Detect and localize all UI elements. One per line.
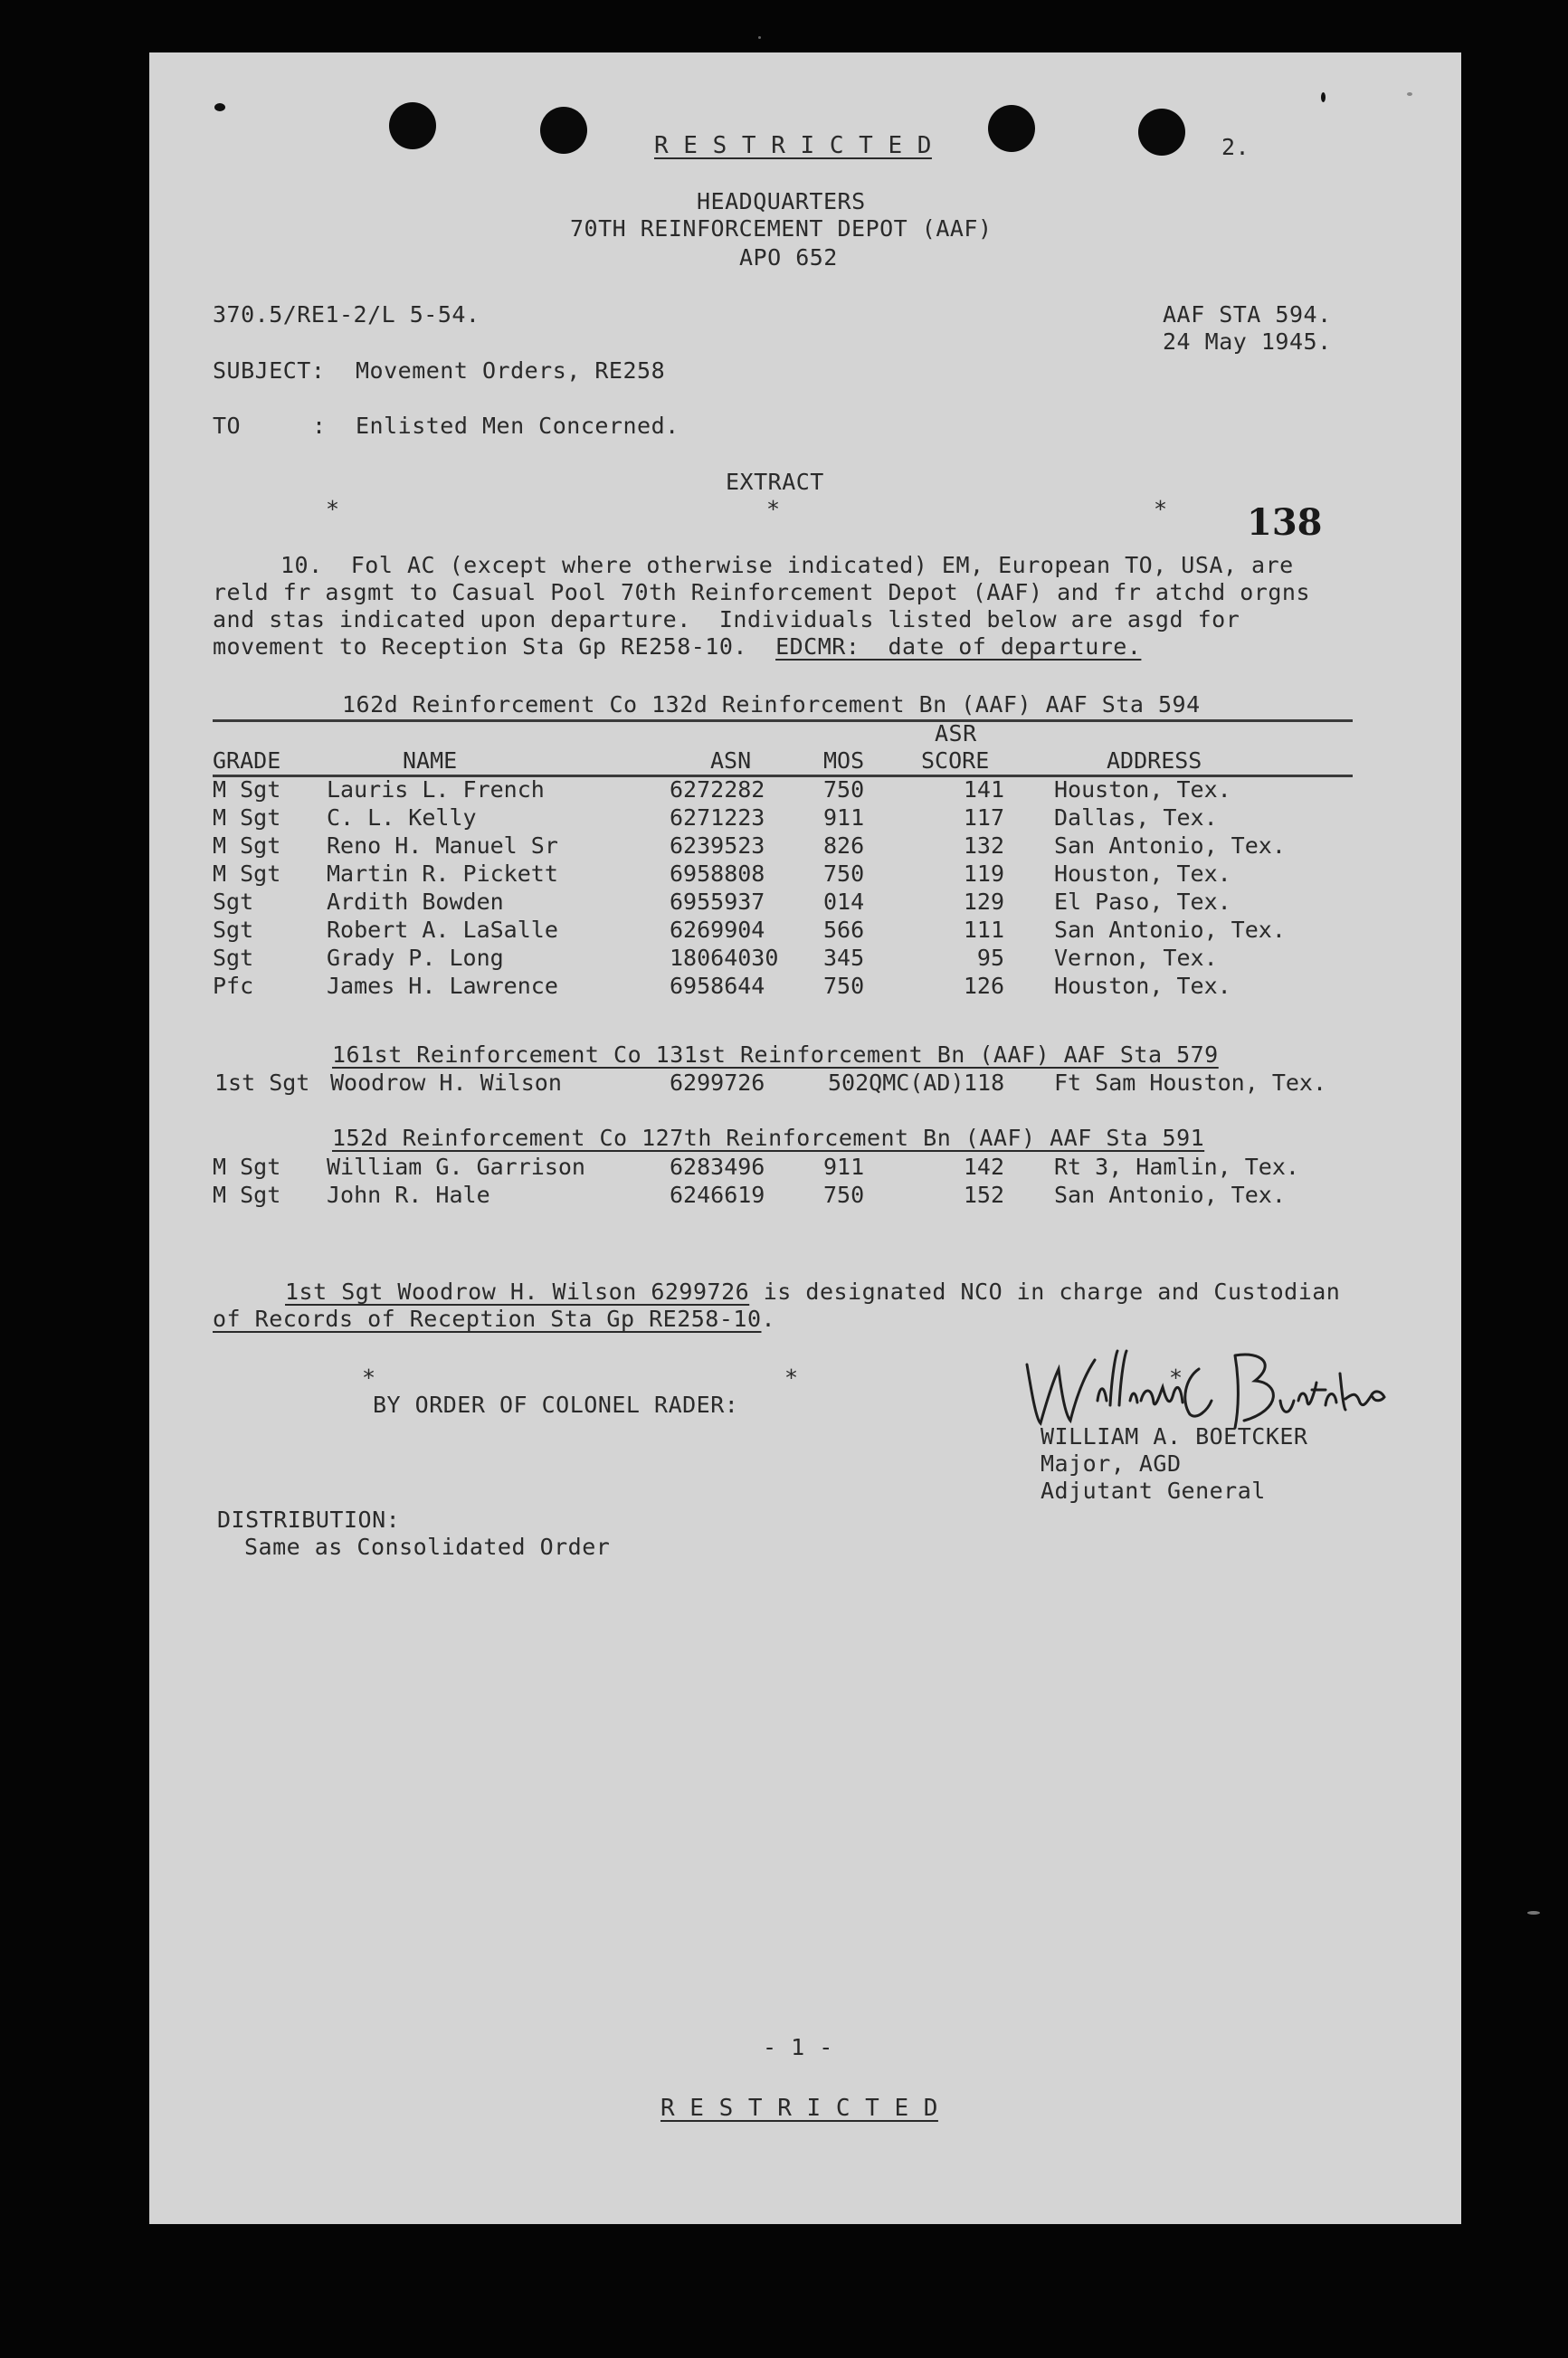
address-cell: Houston, Tex. [1054,860,1231,887]
asr-header: ASR [935,720,977,746]
stamp-number: 138 [1247,501,1323,544]
asn-header: ASN [710,747,752,774]
address-cell: Ft Sam Houston, Tex. [1054,1070,1327,1096]
name-cell: Ardith Bowden [327,889,504,915]
table-row [149,945,1461,972]
table-row [149,860,1461,888]
name-cell: Martin R. Pickett [327,860,558,887]
order-date: 24 May 1945. [1163,328,1332,355]
address-cell: San Antonio, Tex. [1054,917,1286,943]
designation-period: . [761,1306,776,1332]
address-cell: Rt 3, Hamlin, Tex. [1054,1154,1299,1180]
paragraph-text: movement to Reception Sta Gp RE258-10. [213,633,776,660]
to-text: Enlisted Men Concerned. [356,413,679,439]
punch-hole [389,102,436,149]
distribution-text: Same as Consolidated Order [244,1534,611,1560]
mos-cell: 014 [823,889,865,915]
subject-label: SUBJECT: [213,357,326,384]
table-row [149,1154,1461,1181]
grade-cell: M Sgt [213,860,281,887]
mos-header: MOS [823,747,865,774]
name-header: NAME [403,747,458,774]
designation-name: 1st Sgt Woodrow H. Wilson 6299726 [285,1279,750,1305]
by-order-line: BY ORDER OF COLONEL RADER: [373,1392,739,1418]
grade-cell: Sgt [213,917,254,943]
address-cell: San Antonio, Tex. [1054,1182,1286,1208]
film-speck [1407,92,1412,96]
table-row [149,973,1461,1000]
table-top-rule [213,719,1353,722]
table-row [149,1182,1461,1209]
asn-cell: 6958644 [670,973,765,999]
name-cell: Lauris L. French [327,776,545,803]
mos-cell: 826 [823,832,865,859]
score-cell: 111 [963,917,1004,943]
table-header-row [149,747,1461,775]
address-header: ADDRESS [1107,747,1202,774]
designation-line [213,1306,775,1333]
group-title: 162d Reinforcement Co 132d Reinforcement Bn (AAF) AAF Sta 594 [342,691,1201,718]
page-number: 2. [1221,134,1250,160]
asn-cell: 6272282 [670,776,765,803]
name-cell: Grady P. Long [327,945,504,971]
grade-header: GRADE [213,747,281,774]
name-cell: C. L. Kelly [327,804,477,831]
classification-bottom: R E S T R I C T E D [660,2095,938,2122]
designation-records: of Records of Reception Sta Gp RE258-10 [213,1306,762,1332]
name-cell: Reno H. Manuel Sr [327,832,558,859]
paragraph-line: 10. Fol AC (except where otherwise indicated) EM, European TO, USA, are [280,552,1294,578]
name-cell: Robert A. LaSalle [327,917,558,943]
film-speck [1527,1911,1540,1915]
grade-cell: M Sgt [213,776,281,803]
grade-cell: Sgt [213,889,254,915]
designation-line [285,1279,1340,1306]
table-row [149,804,1461,832]
mos-cell: 750 [823,973,865,999]
punch-hole [1138,109,1185,156]
score-cell: 119 [963,860,1004,887]
group-title: 152d Reinforcement Co 127th Reinforcement Bn (AAF) AAF Sta 591 [332,1125,1205,1151]
station: AAF STA 594. [1163,301,1332,328]
grade-cell: Pfc [213,973,254,999]
asn-cell: 6269904 [670,917,765,943]
asterisk: * [784,1364,799,1391]
score-cell: 142 [963,1154,1004,1180]
asterisk: * [326,496,340,522]
score-cell: 126 [963,973,1004,999]
asterisk: * [1169,1364,1183,1391]
asterisk: * [1154,496,1168,522]
mos-cell: 566 [823,917,865,943]
apo-line: APO 652 [739,244,838,271]
mos-cell: 750 [823,776,865,803]
score-cell: 152 [963,1182,1004,1208]
document-page [149,52,1461,2224]
address-cell: San Antonio, Tex. [1054,832,1286,859]
headquarters-line: HEADQUARTERS [697,188,866,214]
name-cell: Woodrow H. Wilson [330,1070,562,1096]
distribution-label: DISTRIBUTION: [217,1507,401,1533]
asn-cell: 6958808 [670,860,765,887]
punch-hole [988,105,1035,152]
mos-cell: 911 [823,804,865,831]
paragraph-line [213,633,1141,661]
asn-cell: 18064030 [670,945,779,971]
classification-top: R E S T R I C T E D [654,132,932,159]
grade-cell: M Sgt [213,804,281,831]
table-row [149,889,1461,916]
signer-rank: Major, AGD [1041,1450,1182,1477]
mos-cell: 750 [823,1182,865,1208]
address-cell: Houston, Tex. [1054,776,1231,803]
score-cell: 132 [963,832,1004,859]
signer-name: WILLIAM A. BOETCKER [1041,1423,1308,1450]
asterisk: * [362,1364,376,1391]
table-row [149,776,1461,803]
paragraph-line: reld fr asgmt to Casual Pool 70th Reinforcement Depot (AAF) and fr atchd orgns [213,579,1310,605]
mos-cell: 502QMC(AD) [828,1070,965,1096]
grade-cell: M Sgt [213,832,281,859]
grade-cell: M Sgt [213,1182,281,1208]
name-cell: John R. Hale [327,1182,490,1208]
group-title: 161st Reinforcement Co 131st Reinforcement Bn (AAF) AAF Sta 579 [332,1041,1219,1068]
asn-cell: 6299726 [670,1070,765,1096]
grade-cell: Sgt [213,945,254,971]
name-cell: James H. Lawrence [327,973,558,999]
asn-cell: 6246619 [670,1182,765,1208]
grade-cell: 1st Sgt [214,1070,310,1096]
score-cell: 118 [964,1070,1005,1096]
address-cell: El Paso, Tex. [1054,889,1231,915]
file-reference: 370.5/RE1-2/L 5-54. [213,301,480,328]
score-cell: 129 [963,889,1004,915]
film-speck [758,36,761,39]
mos-cell: 345 [823,945,865,971]
ink-speck [1321,92,1326,102]
paragraph-line: and stas indicated upon departure. Individuals listed below are asgd for [213,606,1240,632]
score-cell: 117 [963,804,1004,831]
name-cell: William G. Garrison [327,1154,585,1180]
table-row [149,1070,1461,1097]
address-cell: Houston, Tex. [1054,973,1231,999]
extract-heading: EXTRACT [726,469,824,495]
asterisk: * [766,496,781,522]
asn-cell: 6271223 [670,804,765,831]
to-colon: : [312,413,327,439]
unit-line: 70TH REINFORCEMENT DEPOT (AAF) [570,215,993,242]
designation-text: is designated NCO in charge and Custodian [749,1279,1341,1305]
score-cell: 141 [963,776,1004,803]
signer-title: Adjutant General [1041,1478,1266,1504]
address-cell: Dallas, Tex. [1054,804,1218,831]
ink-speck [214,103,225,111]
table-row [149,832,1461,860]
asn-cell: 6239523 [670,832,765,859]
subject-text: Movement Orders, RE258 [356,357,666,384]
mos-cell: 911 [823,1154,865,1180]
punch-hole [540,107,587,154]
page-footer-number: - 1 - [763,2034,833,2060]
score-cell: 95 [976,945,1004,971]
edcmr-text: EDCMR: date of departure. [775,633,1142,660]
table-row [149,917,1461,944]
mos-cell: 750 [823,860,865,887]
address-cell: Vernon, Tex. [1054,945,1218,971]
asn-cell: 6955937 [670,889,765,915]
to-label: TO [213,413,242,439]
score-header: SCORE [921,747,990,774]
asn-cell: 6283496 [670,1154,765,1180]
grade-cell: M Sgt [213,1154,281,1180]
